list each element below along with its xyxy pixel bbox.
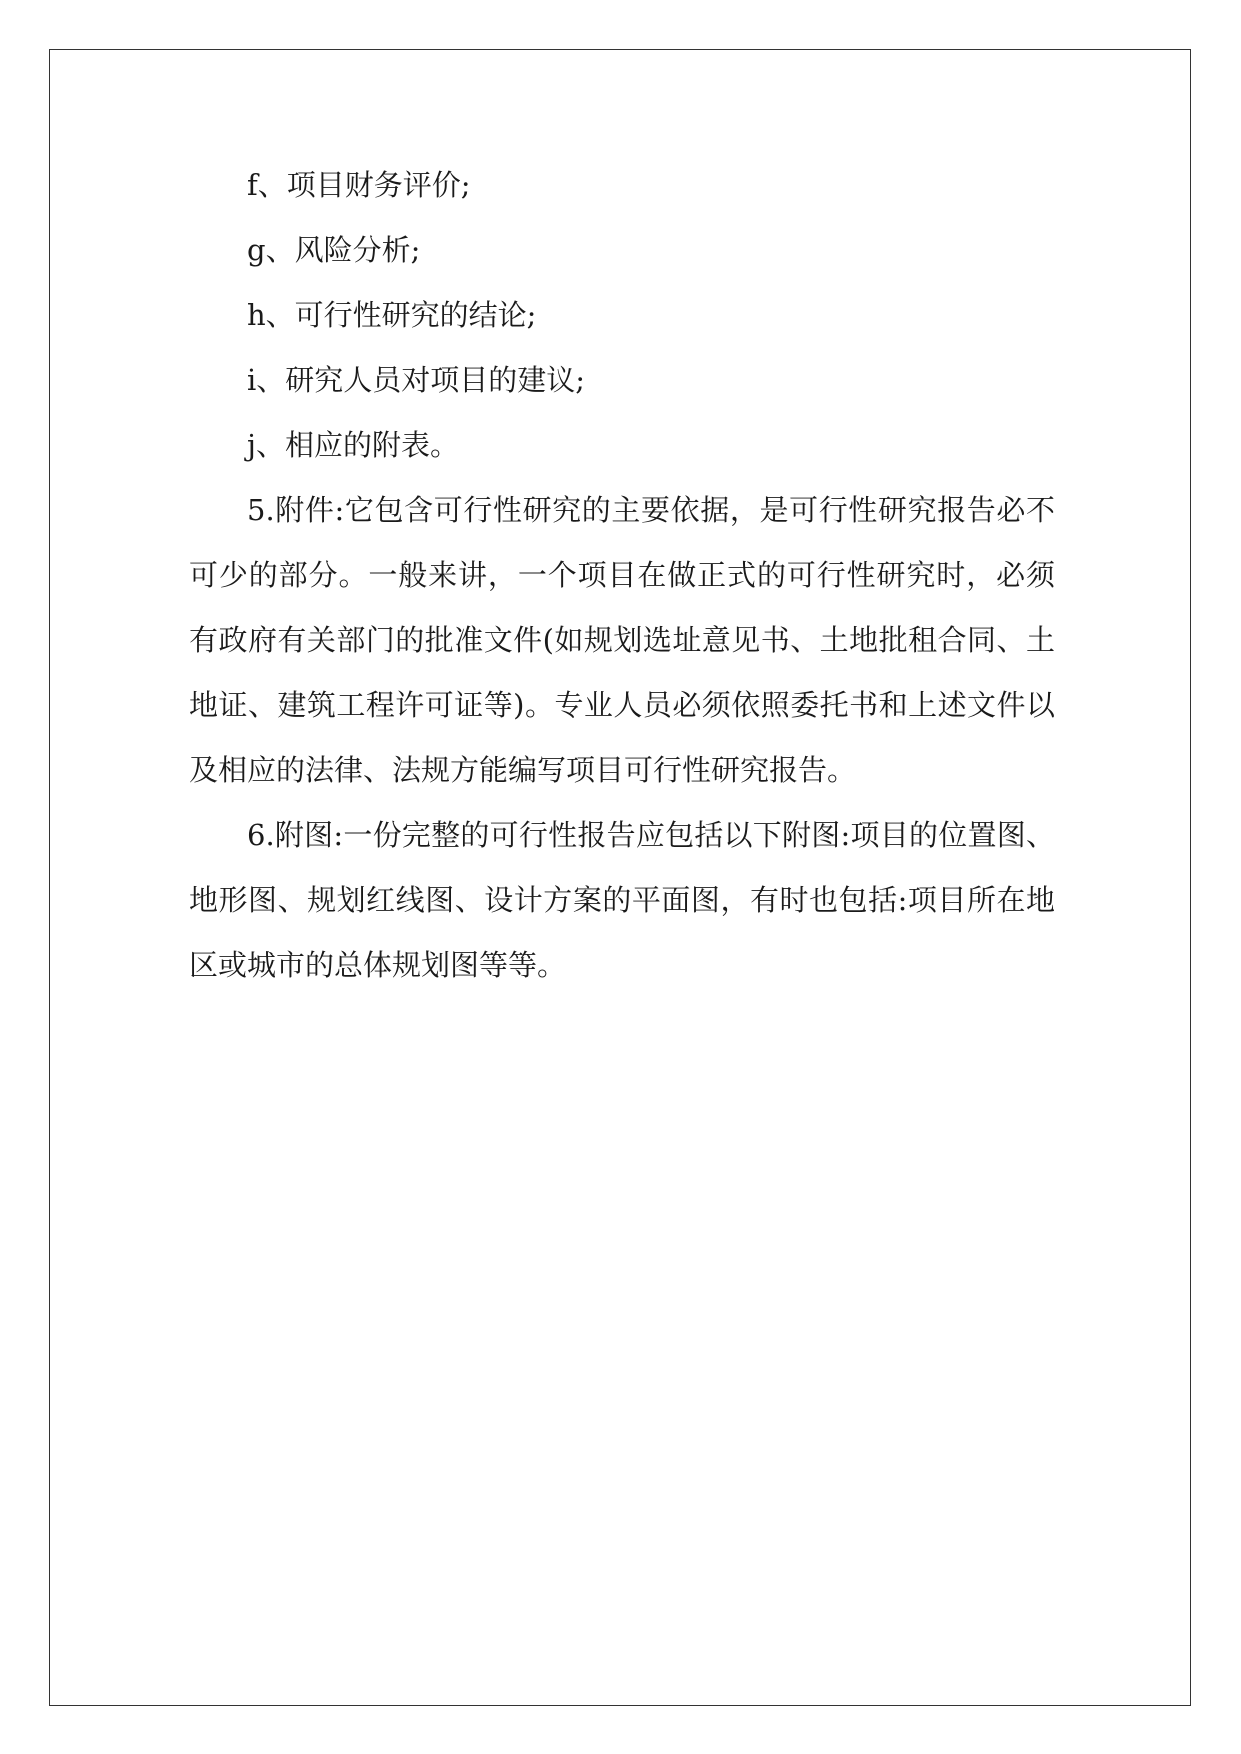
document-body — [189, 153, 1055, 998]
list-item-f: f、项目财务评价; — [247, 168, 471, 202]
list-item-h: h、可行性研究的结论; — [247, 298, 537, 332]
paragraph-attachments: 5.附件:它包含可行性研究的主要依据，是可行性研究报告必不可少的部分。一般来讲，一个项目在做正式的可行性研究时，必须有政府有关部门的批准文件(如规划选址意见书、土地批租合同、土地证、建筑工程许可证等)。专业人员必须依照委托书和上述文件以及相应的法律、法规方能编写项目可行性研究报告。 — [189, 493, 1055, 787]
list-item-i: i、研究人员对项目的建议; — [247, 363, 586, 397]
paragraph-drawings: 6.附图:一份完整的可行性报告应包括以下附图:项目的位置图、地形图、规划红线图、设计方案的平面图，有时也包括:项目所在地区或城市的总体规划图等等。 — [189, 818, 1055, 982]
list-item-g: g、风险分析; — [247, 233, 421, 267]
list-item-j: j、相应的附表。 — [247, 428, 459, 462]
